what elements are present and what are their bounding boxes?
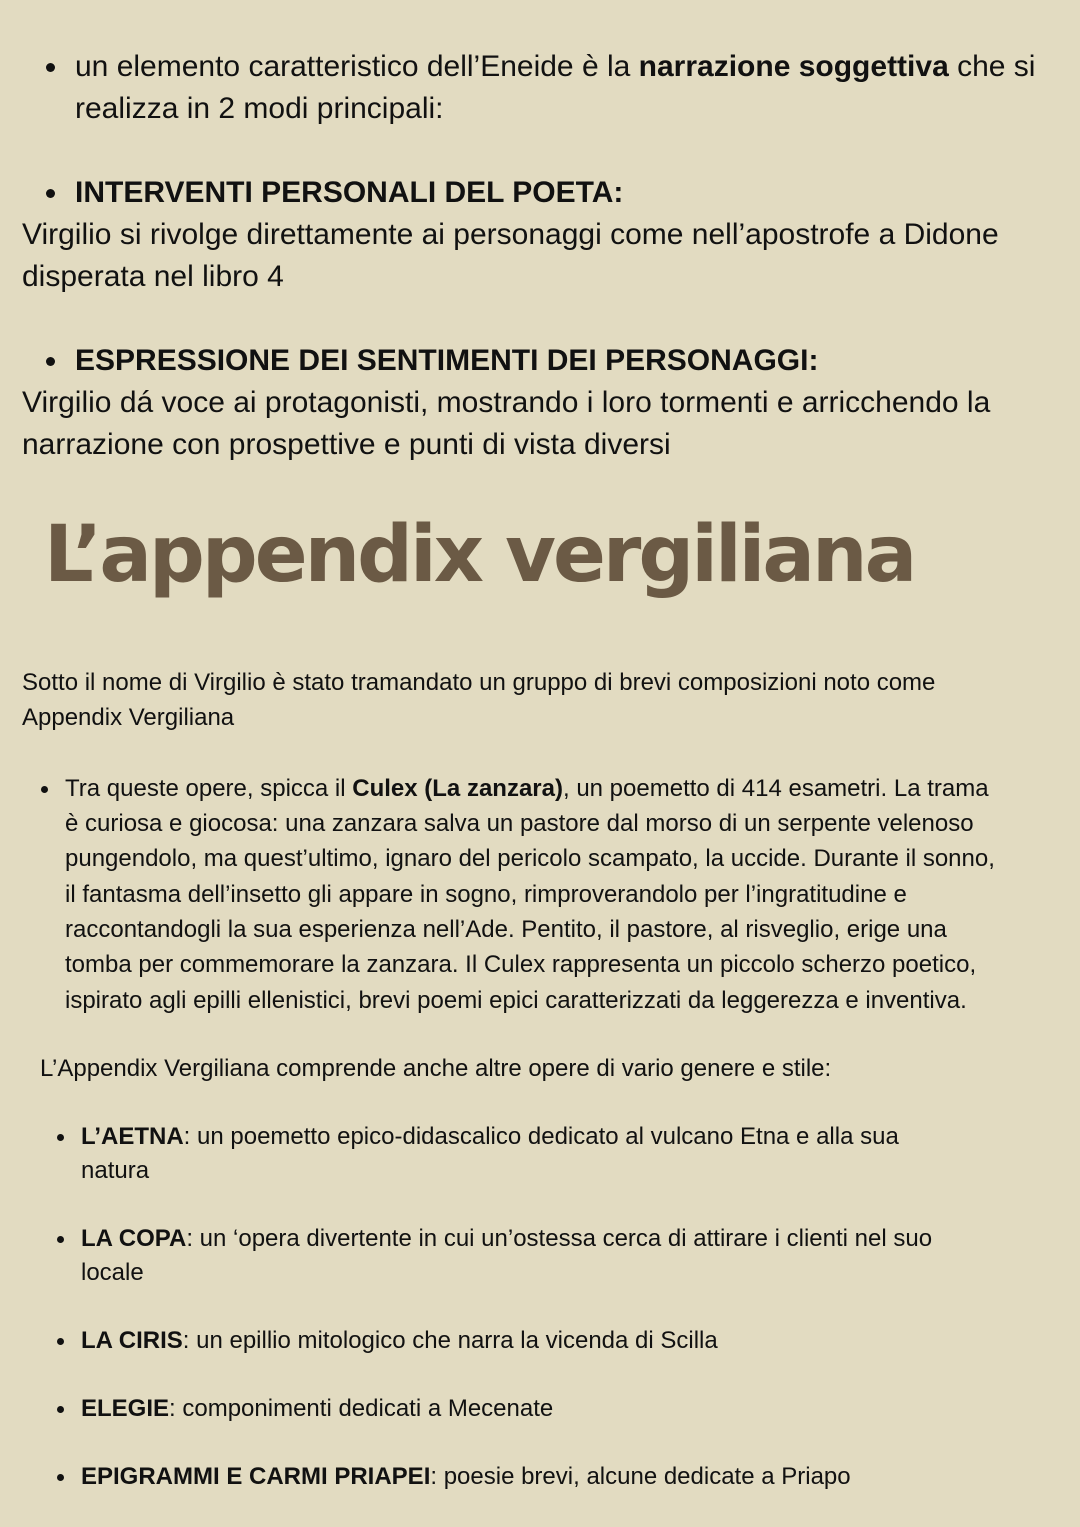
section-text: narrazione con prospettive e punti di vista diversi — [22, 428, 671, 461]
culex-line: è curiosa e giocosa: una zanzara salva un pastore dal morso di un serpente velenoso — [65, 810, 974, 837]
culex-line: il fantasma dell’insetto gli appare in sogno, rimproverandolo per l’ingratitudine e — [65, 881, 907, 908]
intro-line-2: realizza in 2 modi principali: — [75, 92, 444, 125]
section-text: Virgilio si rivolge direttamente ai personaggi come nell’apostrofe a Didone — [22, 218, 999, 251]
others-intro: L’Appendix Vergiliana comprende anche altre opere di vario genere e stile: — [40, 1055, 832, 1082]
bullet-icon — [41, 786, 48, 793]
culex-line: Tra queste opere, spicca il Culex (La zanzara), un poemetto di 414 esametri. La trama — [65, 775, 989, 802]
intro-line-1: un elemento caratteristico dell’Eneide è la narrazione soggettiva che si — [75, 50, 1036, 83]
work-item: EPIGRAMMI E CARMI PRIAPEI: poesie brevi, alcune dedicate a Priapo — [81, 1463, 851, 1490]
bullet-icon — [46, 63, 55, 72]
culex-line: raccontandogli la sua esperienza nell’Ade. Pentito, il pastore, al risveglio, erige una — [65, 916, 947, 943]
work-item-cont: locale — [81, 1259, 144, 1286]
paragraph-line: Appendix Vergiliana — [22, 704, 235, 731]
paragraph-line: Sotto il nome di Virgilio è stato tramandato un gruppo di brevi composizioni noto come — [22, 669, 936, 696]
section-text: disperata nel libro 4 — [22, 260, 284, 293]
section-text: Virgilio dá voce ai protagonisti, mostrando i loro tormenti e arricchendo la — [22, 386, 991, 419]
work-item: LA COPA: un ‘opera divertente in cui un’ostessa cerca di attirare i clienti nel suo — [81, 1225, 933, 1252]
work-item: L’AETNA: un poemetto epico-didascalico dedicato al vulcano Etna e alla sua — [81, 1123, 899, 1150]
bullet-icon — [57, 1338, 64, 1345]
bullet-icon — [57, 1406, 64, 1413]
bullet-icon — [46, 189, 55, 198]
bullet-icon — [57, 1236, 64, 1243]
section-heading: ESPRESSIONE DEI SENTIMENTI DEI PERSONAGGI: — [75, 344, 819, 377]
bullet-icon — [46, 357, 55, 366]
page-title: L’appendix vergiliana — [44, 510, 915, 600]
bullet-icon — [57, 1134, 64, 1141]
culex-line: ispirato agli epilli ellenistici, brevi poemi epici caratterizzati da leggerezza e inventiva. — [65, 987, 967, 1014]
work-item: LA CIRIS: un epillio mitologico che narra la vicenda di Scilla — [81, 1327, 718, 1354]
work-item: ELEGIE: componimenti dedicati a Mecenate — [81, 1395, 554, 1422]
work-item-cont: natura — [81, 1157, 150, 1184]
bullet-icon — [57, 1474, 64, 1481]
culex-line: pungendolo, ma quest’ultimo, ignaro del pericolo scampato, la uccide. Durante il sonno, — [65, 845, 995, 872]
culex-line: tomba per commemorare la zanzara. Il Culex rappresenta un piccolo scherzo poetico, — [65, 951, 977, 978]
section-heading: INTERVENTI PERSONALI DEL POETA: — [75, 176, 624, 209]
